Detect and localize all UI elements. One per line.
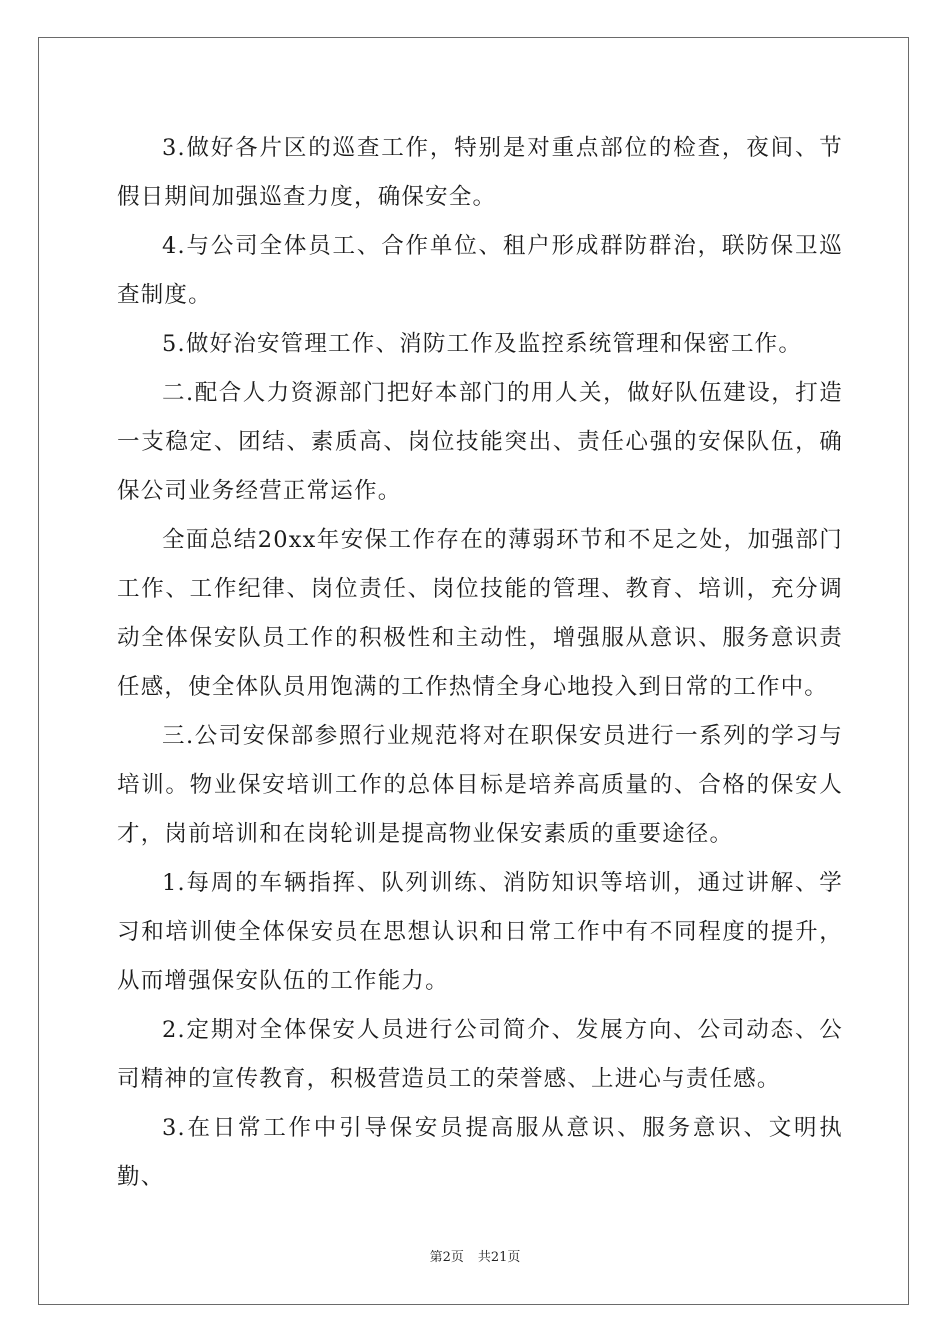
document-body	[117, 124, 843, 1202]
page-total: 共21页	[477, 1250, 521, 1265]
page-number: 第2页	[429, 1250, 464, 1265]
paragraph: 3.做好各片区的巡查工作，特别是对重点部位的检查，夜间、节假日期间加强巡查力度，确保安全。	[117, 135, 843, 210]
paragraph: 三.公司安保部参照行业规范将对在职保安员进行一系列的学习与培训。物业保安培训工作的总体目标是培养高质量的、合格的保安人才，岗前培训和在岗轮训是提高物业保安素质的重要途径。	[117, 723, 843, 847]
paragraph: 1.每周的车辆指挥、队列训练、消防知识等培训，通过讲解、学习和培训使全体保安员在思想认识和日常工作中有不同程度的提升，从而增强保安队伍的工作能力。	[117, 870, 843, 994]
paragraph: 3.在日常工作中引导保安员提高服从意识、服务意识、文明执勤、	[117, 1115, 843, 1190]
paragraph: 5.做好治安管理工作、消防工作及监控系统管理和保密工作。	[162, 331, 803, 357]
paragraph: 2.定期对全体保安人员进行公司简介、发展方向、公司动态、公司精神的宣传教育，积极营造员工的荣誉感、上进心与责任感。	[117, 1017, 843, 1092]
page-footer	[0, 1246, 950, 1265]
paragraph: 二.配合人力资源部门把好本部门的用人关，做好队伍建设，打造一支稳定、团结、素质高、岗位技能突出、责任心强的安保队伍，确保公司业务经营正常运作。	[117, 380, 843, 504]
paragraph: 全面总结20xx年安保工作存在的薄弱环节和不足之处，加强部门工作、工作纪律、岗位责任、岗位技能的管理、教育、培训，充分调动全体保安队员工作的积极性和主动性，增强服从意识、服务意识责任感，使全体队员用饱满的工作热情全身心地投入到日常的工作中。	[117, 527, 843, 700]
paragraph: 4.与公司全体员工、合作单位、租户形成群防群治，联防保卫巡查制度。	[117, 233, 843, 308]
